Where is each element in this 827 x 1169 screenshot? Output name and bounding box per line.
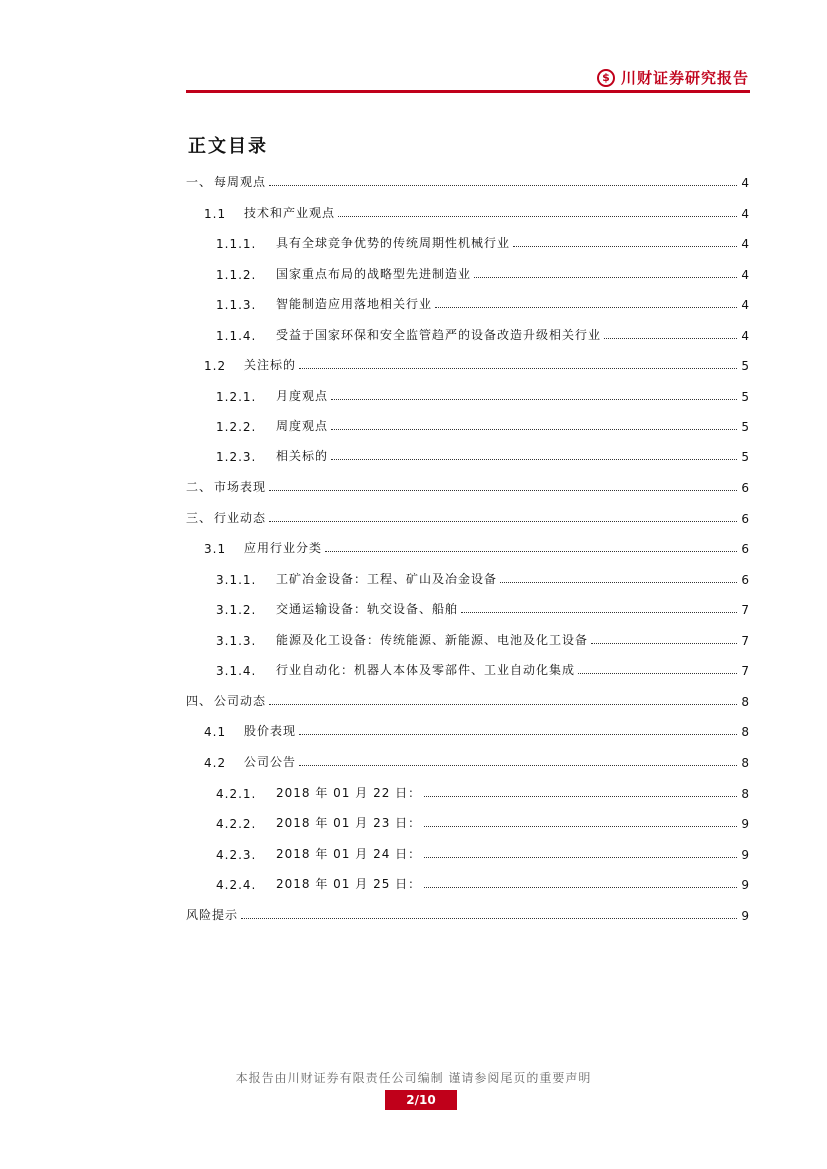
- toc-dot-leader: [331, 399, 737, 400]
- toc-entry[interactable]: [186, 781, 750, 801]
- toc-dot-leader: [424, 826, 737, 827]
- toc-entry-page: 8: [741, 695, 750, 709]
- toc-entry[interactable]: [186, 903, 750, 923]
- toc-entry-page: 4: [741, 176, 750, 190]
- toc-dot-leader: [299, 368, 737, 369]
- toc-dot-leader: [269, 185, 737, 186]
- toc-entry-page: 5: [741, 390, 750, 404]
- toc-entry-number: 4.2.1.: [216, 787, 257, 801]
- toc-entry-number: 4.1: [204, 725, 227, 739]
- toc-entry-page: 4: [741, 237, 750, 251]
- page-header: [0, 0, 827, 100]
- toc-entry[interactable]: [186, 658, 750, 678]
- toc-entry-label: 具有全球竞争优势的传统周期性机械行业: [276, 236, 511, 250]
- toc-entry-page: 5: [741, 420, 750, 434]
- toc-entry-label: 能源及化工设备：传统能源、新能源、电池及化工设备: [276, 633, 589, 647]
- toc-dot-leader: [604, 338, 737, 339]
- toc-dot-leader: [299, 734, 737, 735]
- toc-entry-page: 7: [741, 603, 750, 617]
- toc-entry-number: 4.2.4.: [216, 878, 257, 892]
- toc-entry[interactable]: [186, 811, 750, 831]
- toc-entry[interactable]: [186, 689, 750, 709]
- toc-entry-label: 公司公告: [244, 755, 297, 769]
- toc-entry-page: 4: [741, 298, 750, 312]
- toc-entry-number: 3.1.2.: [216, 603, 257, 617]
- toc-dot-leader: [331, 429, 737, 430]
- toc-dot-leader: [578, 673, 737, 674]
- toc-entry-page: 5: [741, 359, 750, 373]
- toc-entry-page: 4: [741, 329, 750, 343]
- toc-entry[interactable]: [186, 414, 750, 434]
- toc-entry-label: 技术和产业观点: [244, 206, 336, 220]
- toc-entry[interactable]: [186, 262, 750, 282]
- toc-entry-label: 风险提示: [186, 908, 239, 922]
- toc-entry-number: 1.1.3.: [216, 298, 257, 312]
- toc-entry[interactable]: [186, 750, 750, 770]
- toc-entry-number: 1.1.4.: [216, 329, 257, 343]
- toc-entry-label: 交通运输设备：轨交设备、船舶: [276, 602, 459, 616]
- toc-entry-number: 1.1.2.: [216, 268, 257, 282]
- toc-entry-page: 9: [741, 878, 750, 892]
- toc-entry[interactable]: [186, 323, 750, 343]
- header-divider: [186, 90, 750, 93]
- chuancai-logo-icon: $: [597, 69, 615, 87]
- toc-dot-leader: [474, 277, 737, 278]
- toc-entry-page: 6: [741, 512, 750, 526]
- toc-entry-label: 股价表现: [244, 724, 297, 738]
- toc-entry[interactable]: [186, 842, 750, 862]
- toc-entry[interactable]: [186, 353, 750, 373]
- toc-entry-label: 行业动态: [214, 511, 267, 525]
- toc-entry-number: 1.1: [204, 207, 227, 221]
- toc-entry[interactable]: [186, 872, 750, 892]
- page-number-badge: 2/10: [385, 1090, 457, 1110]
- toc-entry-page: 7: [741, 664, 750, 678]
- toc-entry-page: 6: [741, 573, 750, 587]
- toc-entry-number: 二、: [186, 480, 213, 494]
- toc-dot-leader: [269, 521, 737, 522]
- toc-entry-number: 4.2.3.: [216, 848, 257, 862]
- toc-entry-number: 四、: [186, 694, 213, 708]
- toc-dot-leader: [500, 582, 737, 583]
- toc-entry-number: 1.2.2.: [216, 420, 257, 434]
- toc-entry[interactable]: [186, 506, 750, 526]
- toc-entry-number: 三、: [186, 511, 213, 525]
- toc-entry[interactable]: [186, 292, 750, 312]
- toc-entry-label: 2018 年 01 月 24 日：: [276, 847, 422, 861]
- toc-entry-label: 工矿冶金设备：工程、矿山及冶金设备: [276, 572, 498, 586]
- toc-entry-number: 4.2: [204, 756, 227, 770]
- toc-entry-number: 3.1: [204, 542, 227, 556]
- toc-entry-page: 6: [741, 542, 750, 556]
- footer-disclaimer: 本报告由川财证券有限责任公司编制 谨请参阅尾页的重要声明: [235, 1071, 592, 1085]
- toc-entry-label: 关注标的: [244, 358, 297, 372]
- toc-entry[interactable]: [186, 170, 750, 190]
- toc-entry-label: 每周观点: [214, 175, 267, 189]
- toc-dot-leader: [513, 246, 737, 247]
- toc-entry-label: 周度观点: [276, 419, 329, 433]
- toc-entry[interactable]: [186, 475, 750, 495]
- toc-dot-leader: [591, 643, 737, 644]
- toc-entry-number: 3.1.4.: [216, 664, 257, 678]
- toc-entry-page: 8: [741, 725, 750, 739]
- toc-entry-label: 智能制造应用落地相关行业: [276, 297, 433, 311]
- toc-entry-number: 3.1.3.: [216, 634, 257, 648]
- toc-dot-leader: [241, 918, 737, 919]
- toc-entry[interactable]: [186, 628, 750, 648]
- toc-dot-leader: [269, 490, 737, 491]
- toc-entry[interactable]: [186, 201, 750, 221]
- toc-entry-number: 3.1.1.: [216, 573, 257, 587]
- toc-entry-page: 4: [741, 268, 750, 282]
- toc-entry-page: 7: [741, 634, 750, 648]
- toc-entry-page: 8: [741, 787, 750, 801]
- toc-dot-leader: [435, 307, 737, 308]
- toc-entry[interactable]: [186, 444, 750, 464]
- toc-entry-number: 1.1.1.: [216, 237, 257, 251]
- toc-dot-leader: [269, 704, 737, 705]
- toc-dot-leader: [424, 796, 737, 797]
- toc-entry-page: 8: [741, 756, 750, 770]
- toc-entry[interactable]: [186, 719, 750, 739]
- toc-dot-leader: [331, 459, 737, 460]
- toc-entry-page: 5: [741, 450, 750, 464]
- toc-entry[interactable]: [186, 384, 750, 404]
- brand: [597, 67, 749, 88]
- toc-entry-page: 9: [741, 848, 750, 862]
- toc-entry-label: 市场表现: [214, 480, 267, 494]
- toc-entry-number: 一、: [186, 175, 213, 189]
- toc-entry-number: 1.2: [204, 359, 227, 373]
- toc-entry-label: 行业自动化：机器人本体及零部件、工业自动化集成: [276, 663, 576, 677]
- toc-entry-label: 公司动态: [214, 694, 267, 708]
- toc-title: 正文目录: [188, 136, 268, 157]
- toc-entry-label: 受益于国家环保和安全监管趋严的设备改造升级相关行业: [276, 328, 602, 342]
- toc-entry-page: 4: [741, 207, 750, 221]
- toc-entry-page: 9: [741, 909, 750, 923]
- toc-entry-label: 相关标的: [276, 449, 329, 463]
- toc-dot-leader: [325, 551, 737, 552]
- toc-entry-label: 2018 年 01 月 23 日：: [276, 816, 422, 830]
- toc-dot-leader: [424, 857, 737, 858]
- toc-entry-label: 应用行业分类: [244, 541, 323, 555]
- toc-entry-page: 9: [741, 817, 750, 831]
- toc-entry-label: 2018 年 01 月 25 日：: [276, 877, 422, 891]
- toc-dot-leader: [299, 765, 737, 766]
- toc-entry[interactable]: [186, 567, 750, 587]
- toc-dot-leader: [461, 612, 737, 613]
- toc-entry-number: 1.2.1.: [216, 390, 257, 404]
- toc-entry-label: 月度观点: [276, 389, 329, 403]
- toc-entry[interactable]: [186, 536, 750, 556]
- toc-entry-label: 2018 年 01 月 22 日：: [276, 786, 422, 800]
- toc-entry-number: 1.2.3.: [216, 450, 257, 464]
- toc-entry[interactable]: [186, 231, 750, 251]
- toc-entry-page: 6: [741, 481, 750, 495]
- toc-entry[interactable]: [186, 597, 750, 617]
- toc-entry-label: 国家重点布局的战略型先进制造业: [276, 267, 472, 281]
- toc-dot-leader: [424, 887, 737, 888]
- toc-entry-number: 4.2.2.: [216, 817, 257, 831]
- toc-dot-leader: [338, 216, 737, 217]
- brand-name: 川财证券研究报告: [620, 69, 749, 87]
